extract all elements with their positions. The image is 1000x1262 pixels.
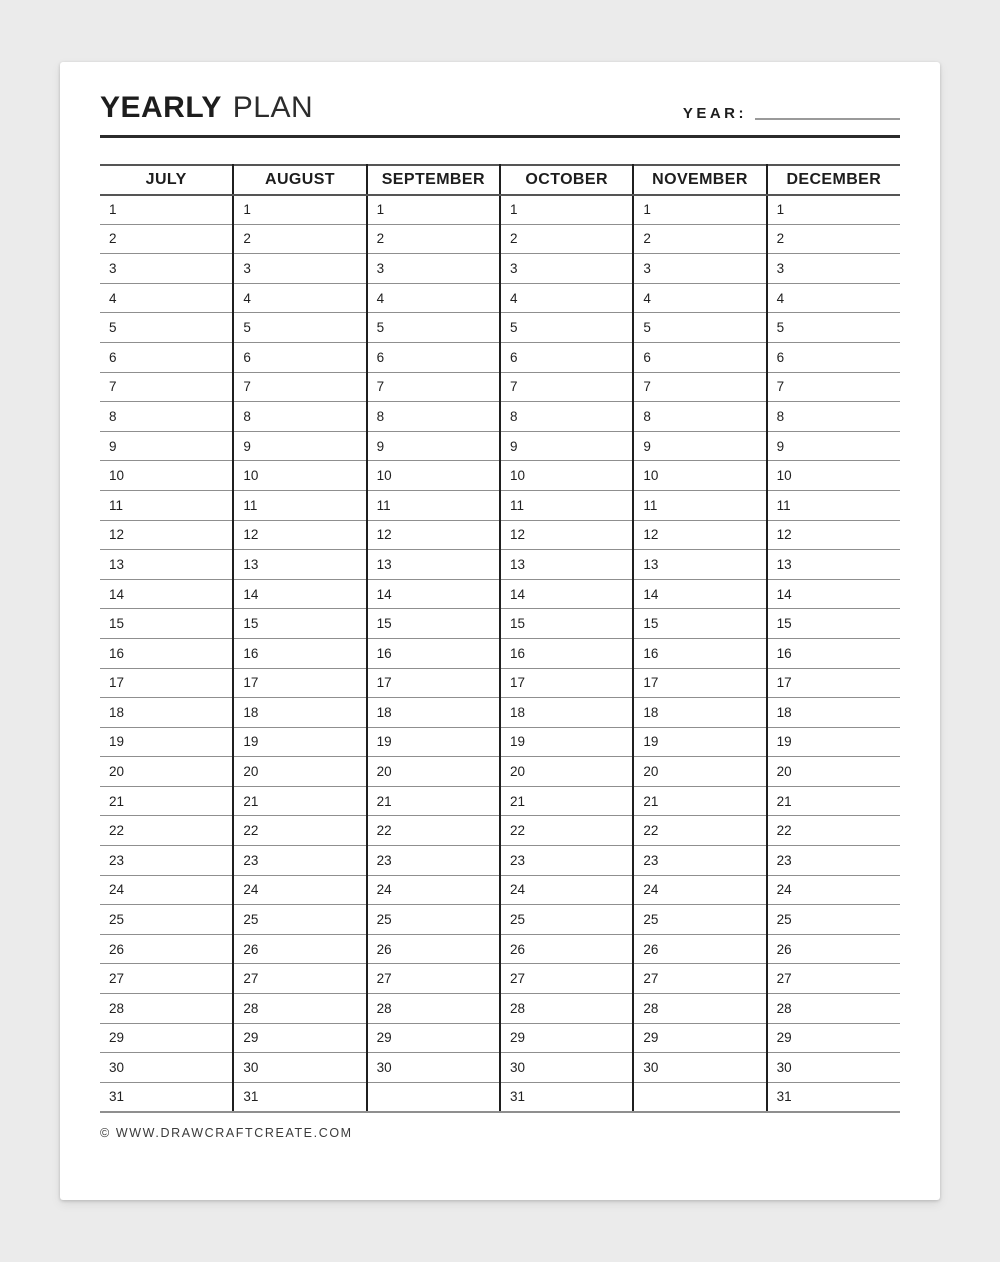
day-row-12 xyxy=(100,520,900,550)
day-row-14 xyxy=(100,579,900,609)
day-cell-september-26: 26 xyxy=(367,934,500,964)
day-row-11 xyxy=(100,490,900,520)
day-cell-october-5: 5 xyxy=(500,313,633,343)
plan-table-body xyxy=(100,195,900,1112)
day-cell-september-13: 13 xyxy=(367,550,500,580)
day-row-31 xyxy=(100,1082,900,1112)
day-cell-august-16: 16 xyxy=(233,638,366,668)
day-cell-october-3: 3 xyxy=(500,254,633,284)
day-cell-september-9: 9 xyxy=(367,431,500,461)
day-cell-october-27: 27 xyxy=(500,964,633,994)
day-cell-october-28: 28 xyxy=(500,994,633,1024)
page-header xyxy=(100,92,900,124)
day-row-16 xyxy=(100,638,900,668)
day-cell-september-4: 4 xyxy=(367,283,500,313)
day-cell-november-24: 24 xyxy=(633,875,766,905)
day-cell-november-17: 17 xyxy=(633,668,766,698)
day-cell-august-21: 21 xyxy=(233,786,366,816)
day-cell-october-8: 8 xyxy=(500,402,633,432)
day-cell-july-17: 17 xyxy=(100,668,233,698)
day-cell-october-30: 30 xyxy=(500,1053,633,1083)
day-cell-august-9: 9 xyxy=(233,431,366,461)
day-cell-july-20: 20 xyxy=(100,757,233,787)
day-cell-december-25: 25 xyxy=(767,905,900,935)
day-cell-november-29: 29 xyxy=(633,1023,766,1053)
day-cell-august-2: 2 xyxy=(233,224,366,254)
day-cell-september-22: 22 xyxy=(367,816,500,846)
day-cell-september-19: 19 xyxy=(367,727,500,757)
day-cell-september-28: 28 xyxy=(367,994,500,1024)
day-cell-september-7: 7 xyxy=(367,372,500,402)
day-row-22 xyxy=(100,816,900,846)
day-cell-september-30: 30 xyxy=(367,1053,500,1083)
day-row-5 xyxy=(100,313,900,343)
day-cell-december-17: 17 xyxy=(767,668,900,698)
day-row-8 xyxy=(100,402,900,432)
day-cell-august-24: 24 xyxy=(233,875,366,905)
day-cell-december-6: 6 xyxy=(767,342,900,372)
day-cell-august-19: 19 xyxy=(233,727,366,757)
day-cell-august-31: 31 xyxy=(233,1082,366,1112)
year-label: YEAR: xyxy=(682,104,747,122)
day-cell-october-25: 25 xyxy=(500,905,633,935)
page-content xyxy=(60,92,940,1140)
day-cell-september-23: 23 xyxy=(367,846,500,876)
day-cell-october-9: 9 xyxy=(500,431,633,461)
day-cell-july-16: 16 xyxy=(100,638,233,668)
day-cell-july-23: 23 xyxy=(100,846,233,876)
day-cell-december-26: 26 xyxy=(767,934,900,964)
day-cell-december-14: 14 xyxy=(767,579,900,609)
day-cell-october-17: 17 xyxy=(500,668,633,698)
day-cell-december-1: 1 xyxy=(767,195,900,225)
day-cell-november-22: 22 xyxy=(633,816,766,846)
day-cell-october-1: 1 xyxy=(500,195,633,225)
day-cell-august-30: 30 xyxy=(233,1053,366,1083)
title-bold-part: YEARLY xyxy=(100,91,222,124)
day-row-26 xyxy=(100,934,900,964)
day-cell-august-23: 23 xyxy=(233,846,366,876)
day-cell-november-19: 19 xyxy=(633,727,766,757)
day-cell-august-29: 29 xyxy=(233,1023,366,1053)
day-cell-august-26: 26 xyxy=(233,934,366,964)
day-cell-october-4: 4 xyxy=(500,283,633,313)
day-cell-december-8: 8 xyxy=(767,402,900,432)
day-cell-august-11: 11 xyxy=(233,490,366,520)
day-cell-july-27: 27 xyxy=(100,964,233,994)
day-row-1 xyxy=(100,195,900,225)
day-cell-august-28: 28 xyxy=(233,994,366,1024)
day-cell-november-31 xyxy=(633,1082,766,1112)
day-cell-september-5: 5 xyxy=(367,313,500,343)
day-cell-december-10: 10 xyxy=(767,461,900,491)
day-cell-july-14: 14 xyxy=(100,579,233,609)
day-cell-july-12: 12 xyxy=(100,520,233,550)
day-cell-november-2: 2 xyxy=(633,224,766,254)
day-cell-october-13: 13 xyxy=(500,550,633,580)
day-row-9 xyxy=(100,431,900,461)
day-cell-november-4: 4 xyxy=(633,283,766,313)
day-cell-december-15: 15 xyxy=(767,609,900,639)
day-cell-december-4: 4 xyxy=(767,283,900,313)
day-cell-september-12: 12 xyxy=(367,520,500,550)
day-row-28 xyxy=(100,994,900,1024)
day-cell-july-18: 18 xyxy=(100,698,233,728)
copyright-footer: © WWW.DRAWCRAFTCREATE.COM xyxy=(100,1125,353,1140)
day-cell-december-7: 7 xyxy=(767,372,900,402)
day-cell-july-4: 4 xyxy=(100,283,233,313)
day-cell-september-24: 24 xyxy=(367,875,500,905)
month-header xyxy=(100,165,900,195)
year-field xyxy=(683,105,900,122)
day-row-13 xyxy=(100,550,900,580)
day-row-29 xyxy=(100,1023,900,1053)
day-cell-july-24: 24 xyxy=(100,875,233,905)
day-cell-july-21: 21 xyxy=(100,786,233,816)
day-row-10 xyxy=(100,461,900,491)
day-cell-august-15: 15 xyxy=(233,609,366,639)
day-cell-december-28: 28 xyxy=(767,994,900,1024)
day-cell-july-28: 28 xyxy=(100,994,233,1024)
day-cell-july-13: 13 xyxy=(100,550,233,580)
day-cell-july-10: 10 xyxy=(100,461,233,491)
day-row-27 xyxy=(100,964,900,994)
day-cell-october-12: 12 xyxy=(500,520,633,550)
day-cell-december-18: 18 xyxy=(767,698,900,728)
day-cell-august-17: 17 xyxy=(233,668,366,698)
day-cell-july-22: 22 xyxy=(100,816,233,846)
day-cell-november-1: 1 xyxy=(633,195,766,225)
day-cell-august-25: 25 xyxy=(233,905,366,935)
title-divider-rule xyxy=(100,135,900,138)
day-cell-november-6: 6 xyxy=(633,342,766,372)
day-cell-july-6: 6 xyxy=(100,342,233,372)
day-cell-october-14: 14 xyxy=(500,579,633,609)
day-cell-november-8: 8 xyxy=(633,402,766,432)
day-cell-october-6: 6 xyxy=(500,342,633,372)
day-cell-december-11: 11 xyxy=(767,490,900,520)
day-cell-july-5: 5 xyxy=(100,313,233,343)
day-row-7 xyxy=(100,372,900,402)
day-cell-september-17: 17 xyxy=(367,668,500,698)
day-cell-september-27: 27 xyxy=(367,964,500,994)
day-cell-october-21: 21 xyxy=(500,786,633,816)
day-cell-july-2: 2 xyxy=(100,224,233,254)
day-cell-december-16: 16 xyxy=(767,638,900,668)
day-cell-december-31: 31 xyxy=(767,1082,900,1112)
day-cell-august-14: 14 xyxy=(233,579,366,609)
day-cell-september-25: 25 xyxy=(367,905,500,935)
day-cell-september-14: 14 xyxy=(367,579,500,609)
day-cell-december-19: 19 xyxy=(767,727,900,757)
day-row-18 xyxy=(100,698,900,728)
month-header-july: JULY xyxy=(100,165,233,195)
day-cell-september-18: 18 xyxy=(367,698,500,728)
day-row-20 xyxy=(100,757,900,787)
day-cell-november-25: 25 xyxy=(633,905,766,935)
day-cell-october-7: 7 xyxy=(500,372,633,402)
day-cell-august-5: 5 xyxy=(233,313,366,343)
day-cell-december-29: 29 xyxy=(767,1023,900,1053)
day-cell-september-11: 11 xyxy=(367,490,500,520)
month-header-november: NOVEMBER xyxy=(633,165,766,195)
day-row-6 xyxy=(100,342,900,372)
day-cell-november-20: 20 xyxy=(633,757,766,787)
day-cell-august-20: 20 xyxy=(233,757,366,787)
day-cell-december-21: 21 xyxy=(767,786,900,816)
yearly-plan-table xyxy=(100,164,900,1113)
month-header-october: OCTOBER xyxy=(500,165,633,195)
day-cell-october-26: 26 xyxy=(500,934,633,964)
day-row-23 xyxy=(100,846,900,876)
day-cell-november-30: 30 xyxy=(633,1053,766,1083)
day-cell-november-18: 18 xyxy=(633,698,766,728)
day-cell-december-5: 5 xyxy=(767,313,900,343)
day-cell-november-3: 3 xyxy=(633,254,766,284)
day-row-15 xyxy=(100,609,900,639)
day-cell-december-23: 23 xyxy=(767,846,900,876)
day-cell-december-12: 12 xyxy=(767,520,900,550)
day-row-21 xyxy=(100,786,900,816)
day-cell-august-7: 7 xyxy=(233,372,366,402)
day-cell-july-19: 19 xyxy=(100,727,233,757)
day-cell-december-2: 2 xyxy=(767,224,900,254)
day-cell-december-24: 24 xyxy=(767,875,900,905)
day-cell-august-12: 12 xyxy=(233,520,366,550)
day-cell-august-3: 3 xyxy=(233,254,366,284)
day-cell-july-15: 15 xyxy=(100,609,233,639)
day-cell-july-9: 9 xyxy=(100,431,233,461)
day-cell-november-26: 26 xyxy=(633,934,766,964)
day-cell-september-16: 16 xyxy=(367,638,500,668)
day-cell-august-4: 4 xyxy=(233,283,366,313)
day-cell-december-30: 30 xyxy=(767,1053,900,1083)
day-cell-july-7: 7 xyxy=(100,372,233,402)
day-cell-november-16: 16 xyxy=(633,638,766,668)
day-cell-july-1: 1 xyxy=(100,195,233,225)
day-cell-december-22: 22 xyxy=(767,816,900,846)
day-cell-august-10: 10 xyxy=(233,461,366,491)
month-header-row xyxy=(100,165,900,195)
day-cell-july-11: 11 xyxy=(100,490,233,520)
day-cell-october-10: 10 xyxy=(500,461,633,491)
month-header-september: SEPTEMBER xyxy=(367,165,500,195)
day-cell-september-20: 20 xyxy=(367,757,500,787)
day-cell-november-28: 28 xyxy=(633,994,766,1024)
day-row-3 xyxy=(100,254,900,284)
day-cell-november-21: 21 xyxy=(633,786,766,816)
day-cell-july-25: 25 xyxy=(100,905,233,935)
day-cell-december-20: 20 xyxy=(767,757,900,787)
day-cell-december-3: 3 xyxy=(767,254,900,284)
day-cell-july-26: 26 xyxy=(100,934,233,964)
day-cell-september-31 xyxy=(367,1082,500,1112)
day-cell-august-1: 1 xyxy=(233,195,366,225)
day-cell-december-13: 13 xyxy=(767,550,900,580)
day-cell-august-22: 22 xyxy=(233,816,366,846)
day-cell-september-21: 21 xyxy=(367,786,500,816)
day-row-24 xyxy=(100,875,900,905)
day-cell-september-10: 10 xyxy=(367,461,500,491)
day-row-30 xyxy=(100,1053,900,1083)
day-cell-december-27: 27 xyxy=(767,964,900,994)
day-cell-october-20: 20 xyxy=(500,757,633,787)
day-cell-august-6: 6 xyxy=(233,342,366,372)
day-cell-october-11: 11 xyxy=(500,490,633,520)
day-cell-october-31: 31 xyxy=(500,1082,633,1112)
day-cell-november-11: 11 xyxy=(633,490,766,520)
day-row-19 xyxy=(100,727,900,757)
day-cell-september-15: 15 xyxy=(367,609,500,639)
day-cell-august-18: 18 xyxy=(233,698,366,728)
day-cell-september-3: 3 xyxy=(367,254,500,284)
page-title xyxy=(100,92,313,124)
day-cell-august-27: 27 xyxy=(233,964,366,994)
day-cell-july-29: 29 xyxy=(100,1023,233,1053)
planner-page xyxy=(60,62,940,1200)
day-cell-october-23: 23 xyxy=(500,846,633,876)
day-row-4 xyxy=(100,283,900,313)
day-cell-september-1: 1 xyxy=(367,195,500,225)
day-cell-august-13: 13 xyxy=(233,550,366,580)
day-cell-november-14: 14 xyxy=(633,579,766,609)
day-row-17 xyxy=(100,668,900,698)
month-header-august: AUGUST xyxy=(233,165,366,195)
year-blank-line xyxy=(755,118,900,120)
day-cell-november-13: 13 xyxy=(633,550,766,580)
day-cell-october-15: 15 xyxy=(500,609,633,639)
day-cell-september-29: 29 xyxy=(367,1023,500,1053)
day-cell-october-19: 19 xyxy=(500,727,633,757)
day-cell-november-9: 9 xyxy=(633,431,766,461)
month-header-december: DECEMBER xyxy=(767,165,900,195)
day-cell-september-2: 2 xyxy=(367,224,500,254)
day-cell-october-22: 22 xyxy=(500,816,633,846)
day-cell-october-18: 18 xyxy=(500,698,633,728)
day-cell-july-31: 31 xyxy=(100,1082,233,1112)
day-cell-september-6: 6 xyxy=(367,342,500,372)
day-cell-november-23: 23 xyxy=(633,846,766,876)
day-cell-july-8: 8 xyxy=(100,402,233,432)
day-cell-november-12: 12 xyxy=(633,520,766,550)
day-cell-november-27: 27 xyxy=(633,964,766,994)
day-cell-october-29: 29 xyxy=(500,1023,633,1053)
day-row-25 xyxy=(100,905,900,935)
day-cell-october-16: 16 xyxy=(500,638,633,668)
day-cell-july-30: 30 xyxy=(100,1053,233,1083)
day-cell-september-8: 8 xyxy=(367,402,500,432)
day-cell-november-15: 15 xyxy=(633,609,766,639)
title-regular-part: PLAN xyxy=(232,91,314,124)
day-cell-november-7: 7 xyxy=(633,372,766,402)
day-cell-november-10: 10 xyxy=(633,461,766,491)
day-cell-october-2: 2 xyxy=(500,224,633,254)
day-cell-july-3: 3 xyxy=(100,254,233,284)
day-cell-august-8: 8 xyxy=(233,402,366,432)
day-row-2 xyxy=(100,224,900,254)
day-cell-november-5: 5 xyxy=(633,313,766,343)
day-cell-december-9: 9 xyxy=(767,431,900,461)
day-cell-october-24: 24 xyxy=(500,875,633,905)
